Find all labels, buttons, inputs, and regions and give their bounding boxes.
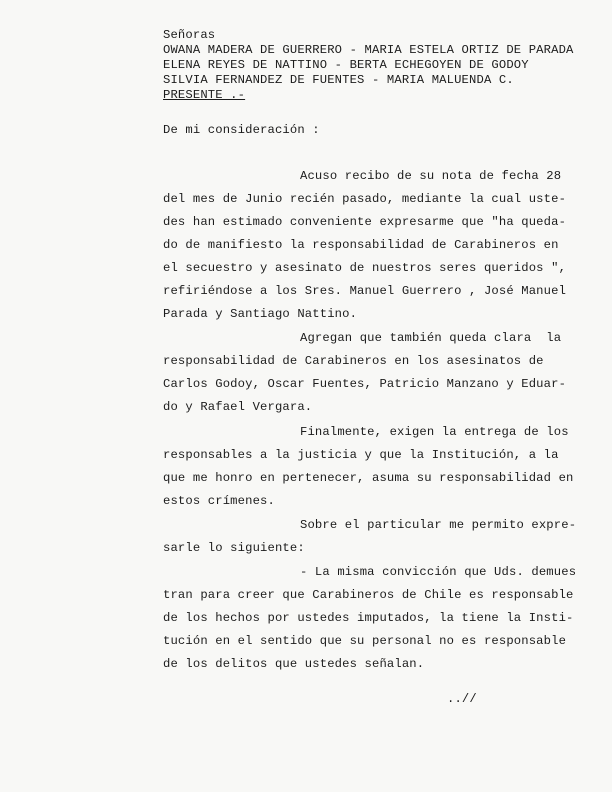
p1-line-4: do de manifiesto la responsabilidad de Carabineros en bbox=[163, 238, 559, 252]
p2-line-1: Agregan que también queda clara la bbox=[300, 331, 562, 345]
p2-line-4: do y Rafael Vergara. bbox=[163, 400, 313, 414]
continuation-mark: ..// bbox=[447, 692, 477, 706]
p4-line-1: Sobre el particular me permito expre- bbox=[300, 518, 577, 532]
p4-line-2: sarle lo siguiente: bbox=[163, 541, 305, 555]
presente-line: PRESENTE .- bbox=[163, 88, 246, 102]
p1-line-5: el secuestro y asesinato de nuestros seres queridos ", bbox=[163, 261, 567, 275]
p2-line-2: responsabilidad de Carabineros en los asesinatos de bbox=[163, 354, 544, 368]
p3-line-3: que me honro en pertenecer, asuma su responsabilidad en bbox=[163, 471, 574, 485]
p1-line-2: del mes de Junio recién pasado, mediante la cual uste- bbox=[163, 192, 567, 206]
addressee-line-3: SILVIA FERNANDEZ DE FUENTES - MARIA MALUENDA C. bbox=[163, 73, 514, 87]
p3-line-2: responsables a la justicia y que la Institución, a la bbox=[163, 448, 559, 462]
salutation: De mi consideración : bbox=[163, 123, 320, 137]
addressee-line-1: OWANA MADERA DE GUERRERO - MARIA ESTELA ORTIZ DE PARADA bbox=[163, 43, 574, 57]
p3-line-4: estos crímenes. bbox=[163, 494, 275, 508]
p1-line-6: refiriéndose a los Sres. Manuel Guerrero , José Manuel bbox=[163, 284, 567, 298]
p5-line-2: tran para creer que Carabineros de Chile es responsable bbox=[163, 588, 574, 602]
p5-line-1: - La misma convicción que Uds. demues bbox=[300, 565, 577, 579]
p3-line-1: Finalmente, exigen la entrega de los bbox=[300, 425, 569, 439]
p1-line-7: Parada y Santiago Nattino. bbox=[163, 307, 358, 321]
addressee-heading: Señoras bbox=[163, 28, 216, 42]
p5-line-5: de los delitos que ustedes señalan. bbox=[163, 657, 425, 671]
p5-line-4: tución en el sentido que su personal no es responsable bbox=[163, 634, 567, 648]
p1-line-1: Acuso recibo de su nota de fecha 28 bbox=[300, 169, 562, 183]
p2-line-3: Carlos Godoy, Oscar Fuentes, Patricio Manzano y Eduar- bbox=[163, 377, 567, 391]
p1-line-3: des han estimado conveniente expresarme que "ha queda- bbox=[163, 215, 567, 229]
addressee-line-2: ELENA REYES DE NATTINO - BERTA ECHEGOYEN DE GODOY bbox=[163, 58, 529, 72]
p5-line-3: de los hechos por ustedes imputados, la tiene la Insti- bbox=[163, 611, 574, 625]
